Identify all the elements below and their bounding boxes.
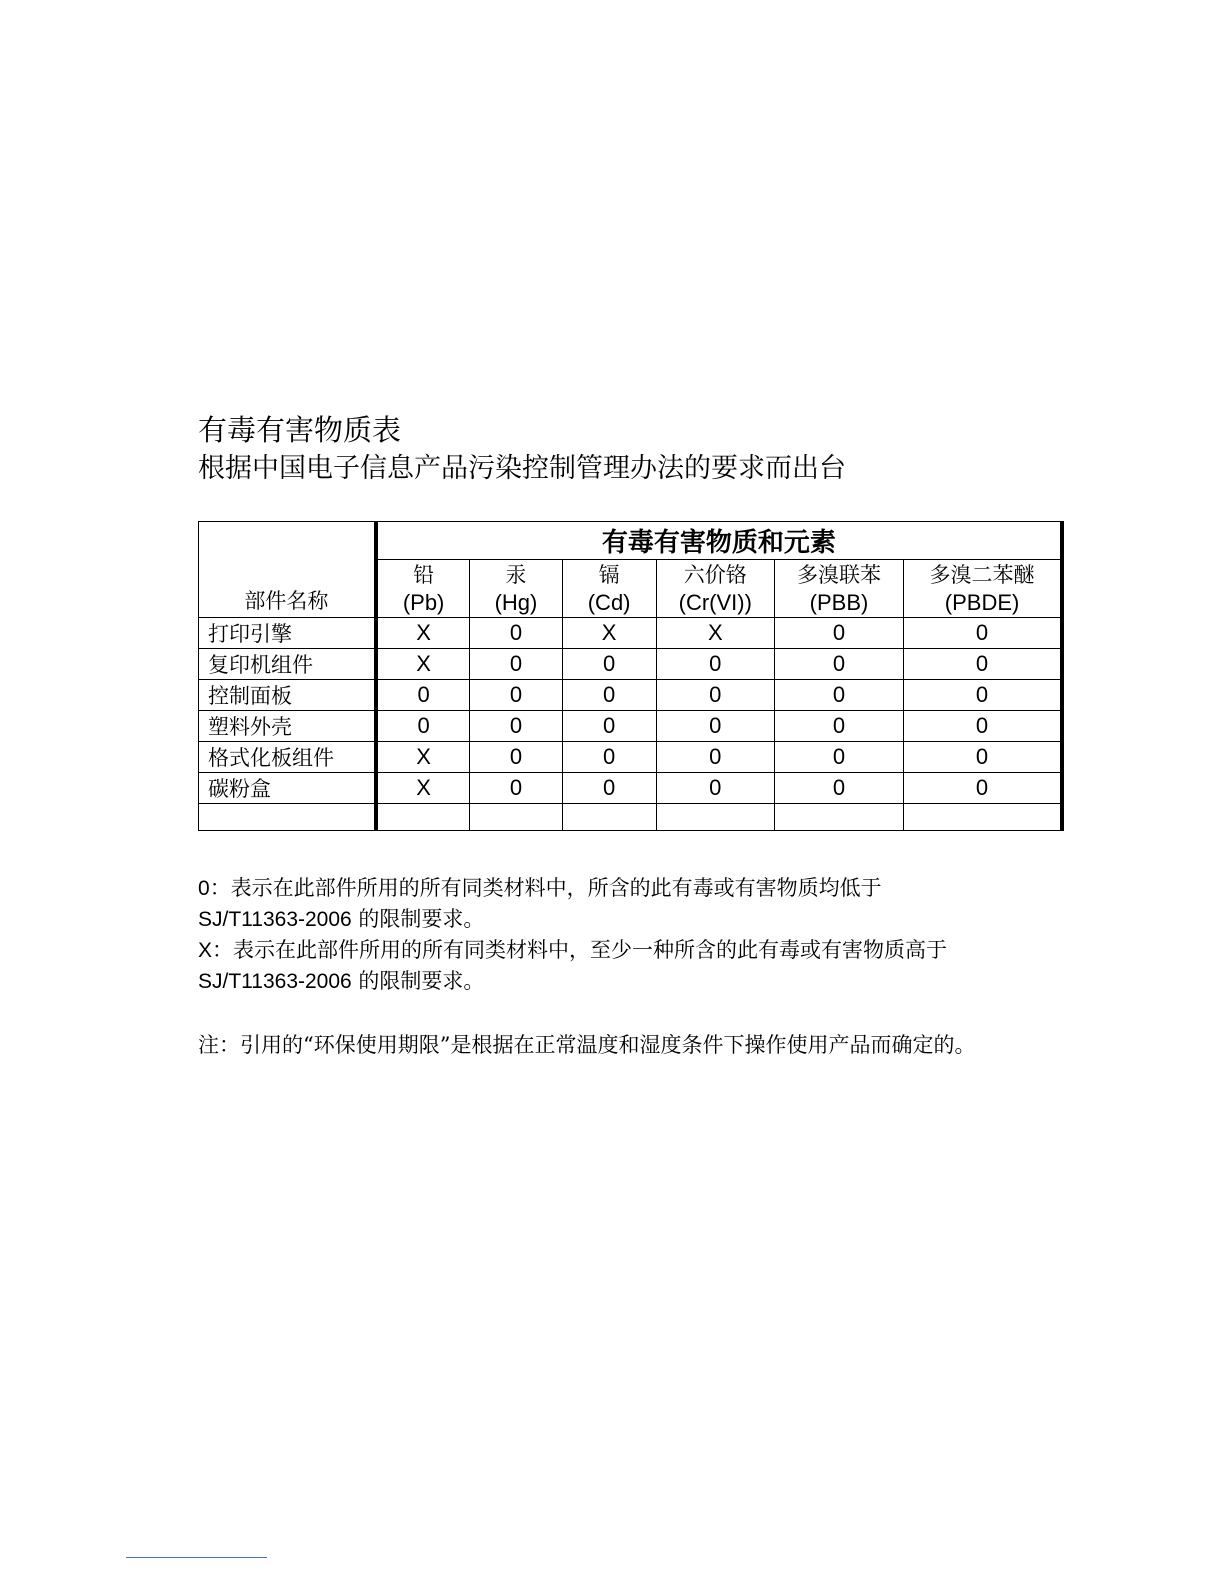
value-cell: 0 bbox=[470, 773, 562, 804]
value-cell: 0 bbox=[562, 773, 656, 804]
zero-legend-line bbox=[198, 873, 975, 904]
part-name-cell: 控制面板 bbox=[199, 680, 376, 711]
value-cell: 0 bbox=[774, 711, 903, 742]
x-standard: SJ/T11363-2006 bbox=[198, 970, 352, 993]
value-cell: 0 bbox=[774, 742, 903, 773]
zero-standard-tail: 的限制要求。 bbox=[351, 907, 485, 931]
zero-legend-text: ：表示在此部件所用的所有同类材料中，所含的此有毒或有害物质均低于 bbox=[209, 876, 882, 900]
value-cell: 0 bbox=[470, 711, 562, 742]
spacer bbox=[198, 997, 975, 1030]
part-name-cell: 碳粉盒 bbox=[199, 773, 376, 804]
x-legend-line bbox=[198, 935, 975, 966]
substance-header-cr6 bbox=[656, 560, 774, 618]
part-name-cell: 格式化板组件 bbox=[199, 742, 376, 773]
empty-cell bbox=[774, 804, 903, 831]
substance-header-pb bbox=[376, 560, 470, 618]
part-name-cell: 复印机组件 bbox=[199, 649, 376, 680]
value-cell: 0 bbox=[656, 711, 774, 742]
value-cell: X bbox=[376, 742, 470, 773]
empty-cell bbox=[199, 804, 376, 831]
substance-header-pbb bbox=[774, 560, 903, 618]
value-cell: 0 bbox=[656, 742, 774, 773]
table-row bbox=[199, 618, 1063, 649]
substance-name: 多溴联苯 bbox=[796, 562, 881, 587]
empty-cell bbox=[470, 804, 562, 831]
value-cell: X bbox=[376, 773, 470, 804]
value-cell: X bbox=[562, 618, 656, 649]
x-legend-standard-line bbox=[198, 966, 975, 997]
table-row bbox=[199, 649, 1063, 680]
substance-symbol: (Pb) bbox=[402, 589, 445, 615]
zero-key: 0 bbox=[198, 877, 210, 900]
value-cell: 0 bbox=[904, 649, 1062, 680]
x-legend-text: ：表示在此部件所用的所有同类材料中，至少一种所含的此有毒或有害物质高于 bbox=[212, 938, 948, 962]
substance-name: 六价铬 bbox=[683, 562, 747, 587]
value-cell: 0 bbox=[904, 773, 1062, 804]
value-cell: 0 bbox=[470, 618, 562, 649]
value-cell: 0 bbox=[656, 773, 774, 804]
value-cell: 0 bbox=[562, 711, 656, 742]
part-name-header: 部件名称 bbox=[199, 522, 376, 618]
value-cell: 0 bbox=[376, 680, 470, 711]
value-cell: 0 bbox=[470, 742, 562, 773]
zero-legend-standard-line bbox=[198, 904, 975, 935]
substance-symbol: (Cr(VI)) bbox=[678, 589, 752, 615]
page-subtitle: 根据中国电子信息产品污染控制管理办法的要求而出台 bbox=[198, 453, 846, 484]
empty-cell bbox=[656, 804, 774, 831]
substance-symbol: (PBDE) bbox=[944, 589, 1020, 615]
substance-name: 镉 bbox=[598, 562, 620, 587]
remark-line: 注：引用的“环保使用期限”是根据在正常温度和湿度条件下操作使用产品而确定的。 bbox=[198, 1033, 976, 1057]
substance-header-cd bbox=[562, 560, 656, 618]
substance-name: 汞 bbox=[505, 562, 527, 587]
footnote-separator bbox=[126, 1557, 267, 1558]
value-cell: 0 bbox=[470, 680, 562, 711]
value-cell: 0 bbox=[656, 649, 774, 680]
value-cell: X bbox=[376, 649, 470, 680]
part-name-cell: 打印引擎 bbox=[199, 618, 376, 649]
zero-standard: SJ/T11363-2006 bbox=[198, 908, 352, 931]
value-cell: 0 bbox=[470, 649, 562, 680]
table-row bbox=[199, 773, 1063, 804]
value-cell: 0 bbox=[562, 680, 656, 711]
part-name-cell: 塑料外壳 bbox=[199, 711, 376, 742]
value-cell: 0 bbox=[656, 680, 774, 711]
substance-symbol: (Cd) bbox=[587, 589, 631, 615]
value-cell: 0 bbox=[376, 711, 470, 742]
empty-table-row bbox=[199, 804, 1063, 831]
empty-cell bbox=[376, 804, 470, 831]
table-row bbox=[199, 742, 1063, 773]
value-cell: 0 bbox=[562, 649, 656, 680]
value-cell: 0 bbox=[774, 680, 903, 711]
value-cell: 0 bbox=[904, 680, 1062, 711]
value-cell: 0 bbox=[904, 618, 1062, 649]
table-row bbox=[199, 680, 1063, 711]
substance-header-hg bbox=[470, 560, 562, 618]
table-row bbox=[199, 711, 1063, 742]
value-cell: 0 bbox=[774, 649, 903, 680]
substance-symbol: (Hg) bbox=[494, 589, 538, 615]
value-cell: 0 bbox=[774, 773, 903, 804]
legend-notes bbox=[198, 873, 975, 1061]
value-cell: X bbox=[656, 618, 774, 649]
x-key: X bbox=[198, 939, 213, 962]
empty-cell bbox=[904, 804, 1062, 831]
value-cell: 0 bbox=[904, 711, 1062, 742]
page-title: 有毒有害物质表 bbox=[198, 413, 402, 447]
substance-header-pbde bbox=[904, 560, 1062, 618]
value-cell: X bbox=[376, 618, 470, 649]
value-cell: 0 bbox=[904, 742, 1062, 773]
substance-name: 多溴二苯醚 bbox=[929, 562, 1035, 587]
hazardous-substances-table bbox=[198, 521, 1064, 831]
substance-symbol: (PBB) bbox=[809, 589, 869, 615]
empty-cell bbox=[562, 804, 656, 831]
x-standard-tail: 的限制要求。 bbox=[351, 969, 485, 993]
substance-name: 铅 bbox=[413, 562, 435, 587]
substances-group-header: 有毒有害物质和元素 bbox=[376, 522, 1062, 560]
value-cell: 0 bbox=[562, 742, 656, 773]
value-cell: 0 bbox=[774, 618, 903, 649]
